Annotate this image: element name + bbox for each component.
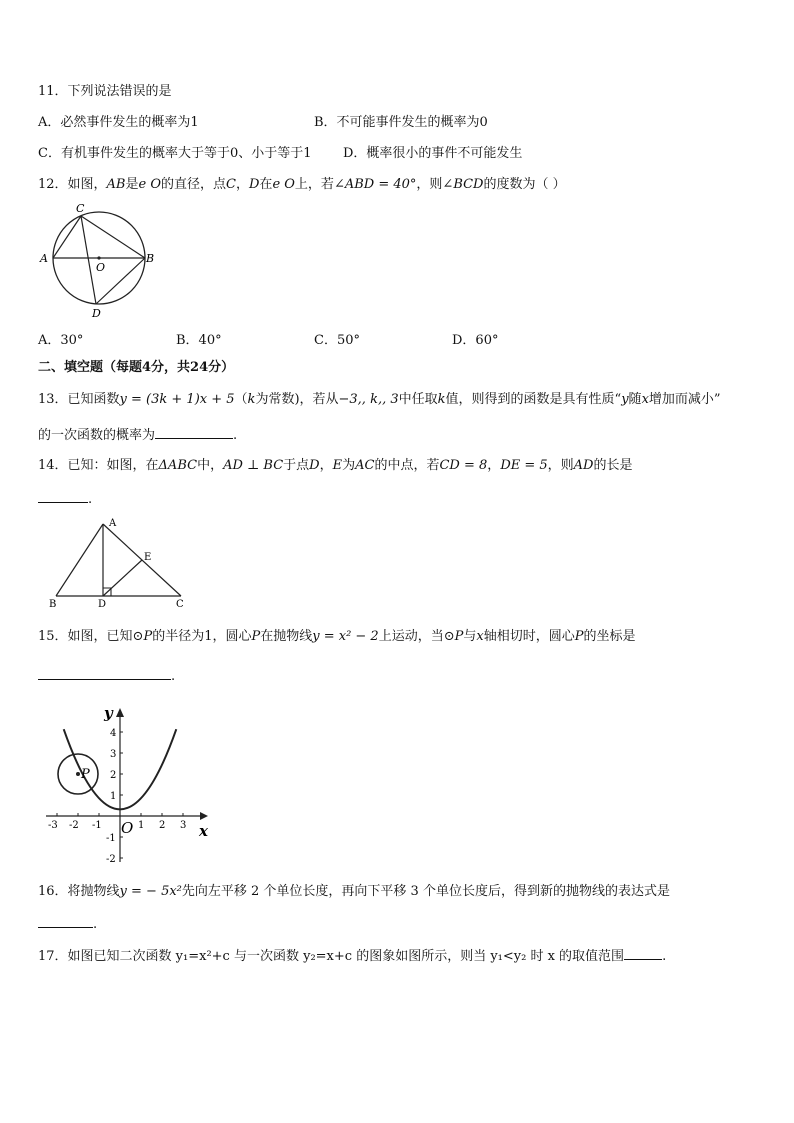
q15-answer-blank[interactable]	[38, 667, 171, 680]
q12-option-b: B．40°	[176, 333, 222, 348]
q15-point-p-label: P	[81, 767, 90, 782]
q15-xtick: -2	[69, 820, 79, 831]
q12-label-a: A	[40, 252, 48, 265]
q15-y-axis-label: y	[104, 704, 113, 722]
q14-label-e: E	[144, 552, 152, 563]
q15-ytick: 2	[110, 770, 117, 781]
q11-stem: 11．下列说法错误的是	[38, 84, 172, 99]
q15-stem: 15．如图，已知⊙P的半径为1，圆心P在抛物线y = x² − 2上运动，当⊙P与x轴相切时，圆心P的坐标是	[38, 629, 636, 644]
q13-answer-blank[interactable]	[155, 426, 233, 439]
q15-origin-label: O	[121, 819, 134, 837]
q14-answer-line: .	[38, 490, 92, 508]
q15-ytick: 3	[110, 749, 117, 760]
q14-answer-blank[interactable]	[38, 490, 88, 503]
q12-label-b: B	[146, 252, 155, 265]
q12-stem: 12．如图，AB是e O的直径，点C，D在e O上，若∠ABD = 40°，则∠BCD的度数为（ ）	[38, 177, 566, 192]
q15-x-axis-label: x	[199, 822, 208, 840]
q11-option-c: C．有机事件发生的概率大于等于0、小于等于1	[38, 146, 312, 161]
q11-option-b: B．不可能事件发生的概率为0	[314, 115, 488, 130]
q17-answer-blank[interactable]	[624, 947, 662, 960]
q15-ytick: -2	[106, 854, 116, 865]
q15-answer-line: .	[38, 667, 175, 685]
q11-option-a: A．必然事件发生的概率为1	[38, 115, 199, 130]
q16-stem: 16．将抛物线y = − 5x²先向左平移 2 个单位长度，再向下平移 3 个单位长度后，得到新的抛物线的表达式是	[38, 884, 670, 899]
q17-stem: 17．如图已知二次函数 y₁=x²+c 与一次函数 y₂=x+c 的图象如图所示，则当 y₁<y₂ 时 x 的取值范围 .	[38, 949, 667, 964]
q15-parabola-figure	[36, 698, 220, 870]
q12-option-a: A．30°	[38, 333, 84, 348]
q12-option-d: D．60°	[452, 333, 499, 348]
section-heading: 二、填空题（每题4分，共24分）	[38, 360, 235, 375]
q14-triangle-figure	[44, 514, 194, 610]
q12-circle-figure	[36, 200, 166, 322]
q15-xtick: -3	[48, 820, 58, 831]
q13-line2: 的一次函数的概率为 .	[38, 428, 238, 443]
q15-xtick: -1	[92, 820, 102, 831]
q14-stem: 14．已知：如图，在ΔABC中，AD ⊥ BC于点D，E为AC的中点，若CD = 8，DE = 5，则AD的长是	[38, 458, 633, 473]
q13-stem: 13．已知函数y = (3k + 1)x + 5（k为常数)，若从−3,, k,, 3中任取k值，则得到的函数是具有性质“y随x增加而减小”	[38, 392, 721, 407]
q15-xtick: 2	[159, 820, 166, 831]
q16-answer-blank[interactable]	[38, 915, 93, 928]
q14-label-b: B	[49, 599, 57, 610]
q11-option-d: D．概率很小的事件不可能发生	[343, 146, 523, 161]
q15-xtick: 1	[138, 820, 145, 831]
q15-ytick: 1	[110, 791, 117, 802]
q15-ytick: 4	[110, 728, 117, 739]
q12-label-o: O	[96, 261, 106, 274]
q14-label-d: D	[98, 599, 107, 610]
q15-ytick: -1	[106, 833, 116, 844]
q12-label-c: C	[76, 202, 85, 215]
q14-label-c: C	[176, 599, 184, 610]
q14-label-a: A	[109, 518, 117, 529]
q16-answer-line: .	[38, 915, 97, 933]
q12-label-d: D	[92, 307, 101, 320]
q15-xtick: 3	[180, 820, 187, 831]
q12-option-c: C．50°	[314, 333, 360, 348]
